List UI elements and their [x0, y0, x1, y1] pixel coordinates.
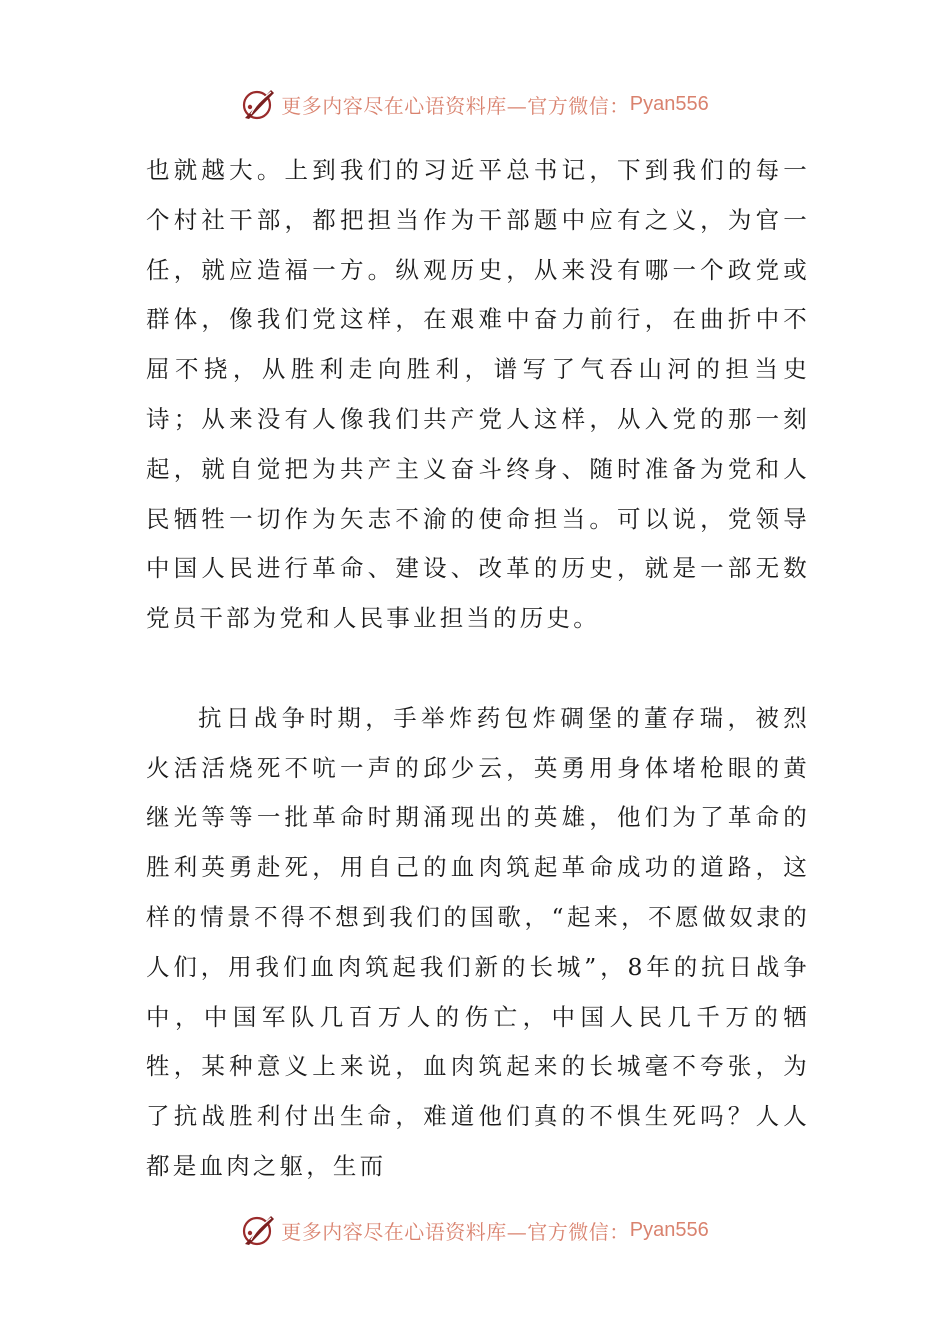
header-banner-text: 更多内容尽在心语资料库—官方微信： [281, 93, 630, 118]
footer-banner [0, 1210, 950, 1250]
header-banner [0, 84, 950, 124]
footer-banner-text: 更多内容尽在心语资料库—官方微信： [281, 1219, 630, 1244]
quill-logo-icon [241, 1212, 277, 1248]
paragraph-spacer [146, 644, 810, 694]
quill-logo-icon [241, 86, 277, 122]
paragraph-1: 也就越大。上到我们的习近平总书记，下到我们的每一个村社干部，都把担当作为干部题中应有之义，为官一任，就应造福一方。纵观历史，从来没有哪一个政党或群体，像我们党这样，在艰难中奋力前行，在曲折中不屈不挠，从胜利走向胜利，谱写了气吞山河的担当史诗；从来没有人像我们共产党人这样，从入党的那一刻起，就自觉把为共产主义奋斗终身、随时准备为党和人民牺牲一切作为矢志不渝的使命担当。可以说，党领导中国人民进行革命、建设、改革的历史，就是一部无数党员干部为党和人民事业担当的历史。 [146, 156, 810, 633]
document-body [146, 146, 810, 1192]
paragraph-2: 抗日战争时期，手举炸药包炸碉堡的董存瑞，被烈火活活烧死不吭一声的邱少云，英勇用身体堵枪眼的黄继光等等一批革命时期涌现出的英雄，他们为了革命的胜利英勇赴死，用自己的血肉筑起革命成功的道路，这样的情景不得不想到我们的国歌，“起来，不愿做奴隶的人们，用我们血肉筑起我们新的长城”，8年的抗日战争中，中国军队几百万人的伤亡，中国人民几千万的牺牲，某种意义上来说，血肉筑起来的长城毫不夸张，为了抗战胜利付出生命，难道他们真的不惧生死吗？人人都是血肉之躯，生而 [146, 703, 810, 1180]
footer-wechat-id: Pyan556 [629, 1218, 709, 1241]
header-wechat-id: Pyan556 [629, 92, 709, 115]
